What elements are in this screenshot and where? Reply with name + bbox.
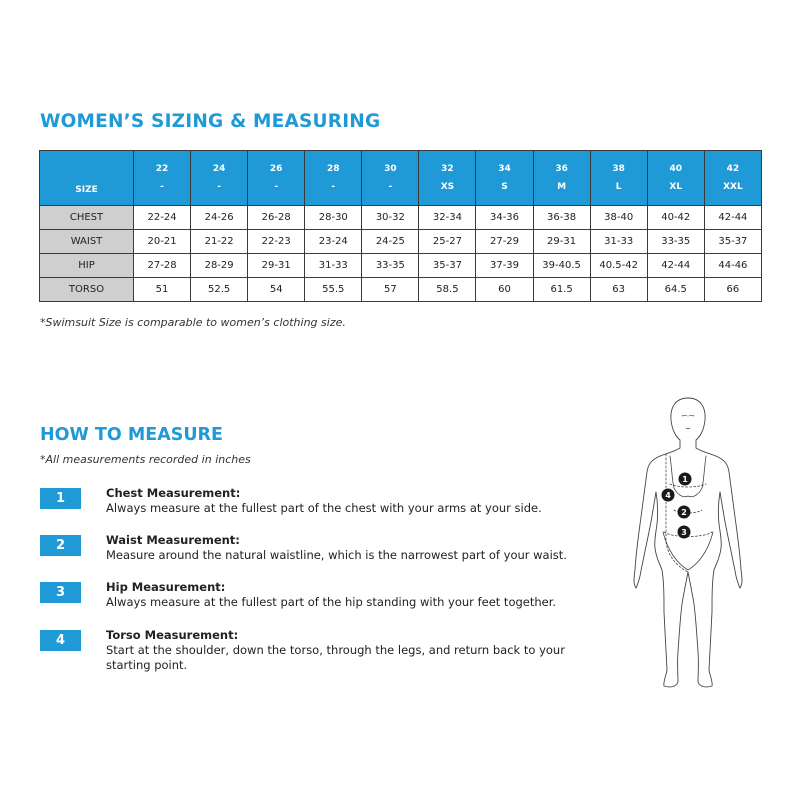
table-cell: 29-31 — [533, 230, 590, 254]
table-cell: 27-29 — [476, 230, 533, 254]
table-cell: 31-33 — [590, 230, 647, 254]
table-cell: 63 — [590, 278, 647, 302]
size-chart-table — [39, 150, 762, 302]
table-cell: 34-36 — [476, 206, 533, 230]
step-description: Start at the shoulder, down the torso, through the legs, and return back to your starting point. — [106, 643, 565, 672]
size-label: SIZE — [40, 151, 134, 206]
table-cell: 40-42 — [647, 206, 704, 230]
table-cell: 37-39 — [476, 254, 533, 278]
table-cell: 20-21 — [134, 230, 191, 254]
step-title: Hip Measurement: — [106, 580, 226, 594]
body-measurement-figure — [608, 392, 768, 700]
table-cell: 42-44 — [647, 254, 704, 278]
sizing-title: WOMEN’S SIZING & MEASURING — [40, 111, 381, 132]
size-column-header: 26 - — [248, 151, 305, 206]
step-title: Waist Measurement: — [106, 533, 240, 547]
table-cell: 38-40 — [590, 206, 647, 230]
table-cell: 64.5 — [647, 278, 704, 302]
size-note: *Swimsuit Size is comparable to women’s clothing size. — [40, 316, 346, 329]
waist-row — [40, 230, 762, 254]
size-header-row — [40, 151, 762, 206]
table-cell: 28-29 — [191, 254, 248, 278]
table-cell: 40.5-42 — [590, 254, 647, 278]
table-cell: 27-28 — [134, 254, 191, 278]
how-to-measure-title: HOW TO MEASURE — [40, 425, 223, 445]
size-column-header: 42 XXL — [704, 151, 761, 206]
table-cell: 57 — [362, 278, 419, 302]
size-column-header: 36 M — [533, 151, 590, 206]
step-title: Torso Measurement: — [106, 628, 239, 642]
step-number-badge: 2 — [40, 535, 81, 556]
size-column-header: 38 L — [590, 151, 647, 206]
size-column-header: 32 XS — [419, 151, 476, 206]
table-cell: 66 — [704, 278, 761, 302]
table-cell: 31-33 — [305, 254, 362, 278]
table-cell: 25-27 — [419, 230, 476, 254]
table-cell: 44-46 — [704, 254, 761, 278]
table-cell: 51 — [134, 278, 191, 302]
table-cell: 24-25 — [362, 230, 419, 254]
size-column-header: 24 - — [191, 151, 248, 206]
size-column-header: 34 S — [476, 151, 533, 206]
step-description: Measure around the natural waistline, which is the narrowest part of your waist. — [106, 548, 567, 562]
table-cell: 28-30 — [305, 206, 362, 230]
torso-row — [40, 278, 762, 302]
table-cell: 33-35 — [647, 230, 704, 254]
marker-label: 3 — [681, 528, 687, 537]
step-number-badge: 3 — [40, 582, 81, 603]
measure-units-note: *All measurements recorded in inches — [40, 453, 251, 466]
table-cell: 54 — [248, 278, 305, 302]
table-cell: 39-40.5 — [533, 254, 590, 278]
chest-row — [40, 206, 762, 230]
table-cell: 42-44 — [704, 206, 761, 230]
table-cell: 24-26 — [191, 206, 248, 230]
size-column-header: 30 - — [362, 151, 419, 206]
table-cell: 60 — [476, 278, 533, 302]
table-cell: 30-32 — [362, 206, 419, 230]
step-title: Chest Measurement: — [106, 486, 241, 500]
step-number-badge: 4 — [40, 630, 81, 651]
size-column-header: 22 - — [134, 151, 191, 206]
table-cell: 36-38 — [533, 206, 590, 230]
step-description: Always measure at the fullest part of the chest with your arms at your side. — [106, 501, 542, 515]
step-description: Always measure at the fullest part of the hip standing with your feet together. — [106, 595, 557, 609]
table-cell: 29-31 — [248, 254, 305, 278]
row-label: CHEST — [40, 206, 134, 230]
size-column-header: 40 XL — [647, 151, 704, 206]
table-cell: 61.5 — [533, 278, 590, 302]
step-number-badge: 1 — [40, 488, 81, 509]
table-cell: 26-28 — [248, 206, 305, 230]
row-label: WAIST — [40, 230, 134, 254]
table-cell: 32-34 — [419, 206, 476, 230]
size-column-header: 28 - — [305, 151, 362, 206]
hip-row — [40, 254, 762, 278]
marker-label: 1 — [682, 475, 688, 484]
table-cell: 21-22 — [191, 230, 248, 254]
marker-label: 2 — [681, 508, 687, 517]
row-label: TORSO — [40, 278, 134, 302]
marker-label: 4 — [665, 491, 671, 500]
table-cell: 35-37 — [704, 230, 761, 254]
table-cell: 23-24 — [305, 230, 362, 254]
table-cell: 58.5 — [419, 278, 476, 302]
row-label: HIP — [40, 254, 134, 278]
table-cell: 55.5 — [305, 278, 362, 302]
table-cell: 33-35 — [362, 254, 419, 278]
table-cell: 35-37 — [419, 254, 476, 278]
table-cell: 22-23 — [248, 230, 305, 254]
table-cell: 22-24 — [134, 206, 191, 230]
table-cell: 52.5 — [191, 278, 248, 302]
